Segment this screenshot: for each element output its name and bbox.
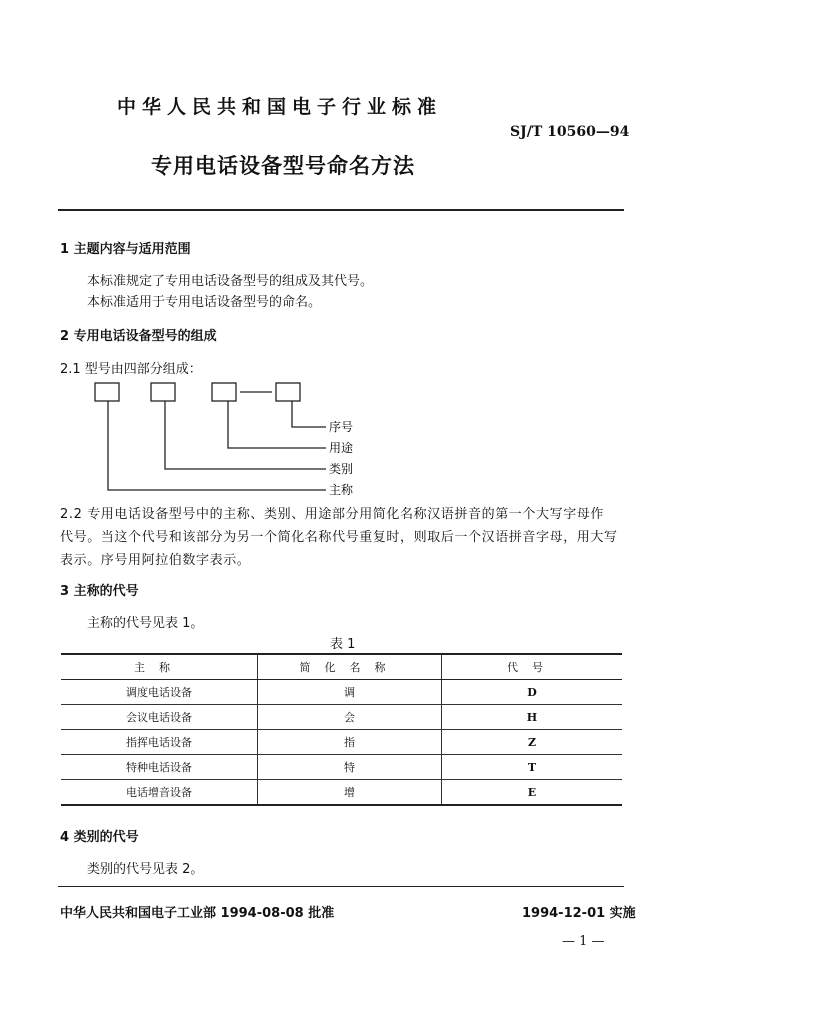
table-cell-code: D	[442, 680, 623, 705]
diagram-leader-serial	[292, 401, 326, 427]
section-1-para-2: 本标准适用于专用电话设备型号的命名。	[87, 295, 322, 310]
standard-code: SJ/T 10560—94	[510, 124, 630, 140]
table-cell-main-name: 特种电话设备	[61, 755, 258, 780]
section-3-heading: 3 主称的代号	[60, 584, 139, 599]
section-2-2-line-1: 2.2 专用电话设备型号中的主称、类别、用途部分用简化名称汉语拼音的第一个大写字母作	[60, 507, 605, 522]
table-cell-main-name: 会议电话设备	[61, 705, 258, 730]
table-cell-short-name: 增	[258, 780, 442, 806]
table-cell-code: E	[442, 780, 623, 806]
table-cell-short-name: 会	[258, 705, 442, 730]
table-row	[61, 705, 622, 730]
table-cell-short-name: 特	[258, 755, 442, 780]
table-row	[61, 755, 622, 780]
table-1-caption: 表 1	[330, 637, 356, 652]
diagram-label-serial: 序号	[329, 420, 354, 434]
table-row	[61, 730, 622, 755]
section-1-heading: 1 主题内容与适用范围	[60, 242, 191, 257]
table-header-row	[61, 654, 622, 680]
table-cell-code: Z	[442, 730, 623, 755]
table-cell-short-name: 指	[258, 730, 442, 755]
diagram-leader-category	[165, 401, 326, 469]
table-cell-main-name: 电话增音设备	[61, 780, 258, 806]
table-header-main-name: 主称	[61, 654, 258, 680]
section-4-heading: 4 类别的代号	[60, 830, 139, 845]
section-3-para: 主称的代号见表 1。	[87, 616, 204, 631]
table-row	[61, 780, 622, 806]
approval-date: 中华人民共和国电子工业部 1994-08-08 批准	[60, 906, 335, 921]
section-4-para: 类别的代号见表 2。	[87, 862, 204, 877]
section-2-heading: 2 专用电话设备型号的组成	[60, 329, 217, 344]
diagram-box-main-name	[95, 383, 119, 401]
table-1	[61, 653, 622, 806]
diagram-leader-usage	[228, 401, 326, 448]
standard-org-title: 中华人民共和国电子行业标准	[117, 96, 443, 118]
page-number: — 1 —	[562, 934, 605, 949]
table-header-short-name: 简化名称	[258, 654, 442, 680]
table-cell-code: H	[442, 705, 623, 730]
section-2-2-line-2: 代号。当这个代号和该部分为另一个简化名称代号重复时，则取后一个汉语拼音字母，用大写	[60, 530, 618, 545]
diagram-box-category	[151, 383, 175, 401]
diagram-box-serial	[276, 383, 300, 401]
diagram-box-usage	[212, 383, 236, 401]
section-1-para-1: 本标准规定了专用电话设备型号的组成及其代号。	[87, 274, 374, 289]
table-cell-short-name: 调	[258, 680, 442, 705]
table-header-code: 代号	[442, 654, 623, 680]
section-2-2-line-3: 表示。序号用阿拉伯数字表示。	[60, 553, 251, 568]
diagram-label-category: 类别	[329, 462, 354, 476]
table-row	[61, 680, 622, 705]
table-cell-main-name: 调度电话设备	[61, 680, 258, 705]
diagram-label-usage: 用途	[329, 441, 354, 455]
diagram-label-main-name: 主称	[329, 483, 354, 497]
table-cell-code: T	[442, 755, 623, 780]
implementation-date: 1994-12-01 实施	[522, 906, 636, 921]
section-2-1-text: 2.1 型号由四部分组成：	[60, 362, 202, 377]
diagram-leader-main-name	[108, 401, 326, 490]
footer-rule	[58, 886, 624, 887]
table-cell-main-name: 指挥电话设备	[61, 730, 258, 755]
document-title: 专用电话设备型号命名方法	[151, 154, 415, 178]
